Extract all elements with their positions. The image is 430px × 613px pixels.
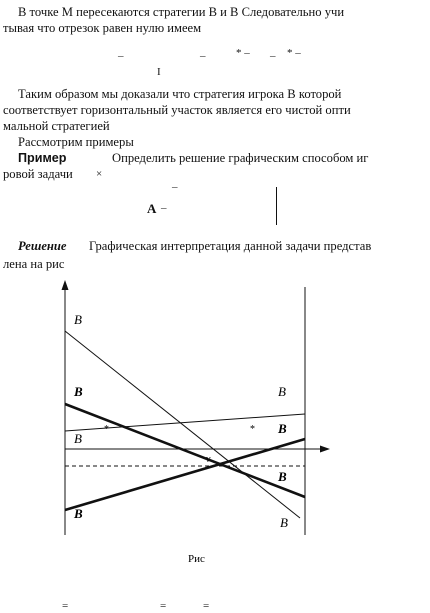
label-star-left: *	[104, 424, 109, 435]
matrix-label: А	[147, 201, 157, 216]
bottom-eq-1: =	[62, 600, 69, 612]
solution-label: Решение	[18, 239, 67, 253]
formula-fragment: I	[157, 66, 161, 78]
example-line1: Определить решение графическим способом иг	[112, 151, 369, 165]
bottom-eq-3: =	[203, 600, 210, 612]
formula-fragment: * –	[236, 47, 250, 59]
example-label: Пример	[18, 151, 67, 165]
label-b-left-bold: B	[74, 384, 83, 399]
bottom-eq-2: =	[160, 600, 167, 612]
y-axis-arrow	[62, 280, 69, 290]
formula-fragment: * –	[287, 47, 301, 59]
para2-line3: мальной стратегией	[3, 119, 110, 133]
label-b-right-bold: B	[278, 421, 287, 436]
formula-fragment: –	[118, 50, 124, 62]
label-v: v	[206, 454, 211, 465]
example-line2: ровой задачи	[3, 167, 73, 181]
para1-line2: тывая что отрезок равен нулю имеем	[3, 21, 202, 35]
label-b-right-bold-2: B	[278, 469, 287, 484]
x-axis-arrow	[320, 446, 330, 453]
strategy-line-thin-flat	[65, 414, 305, 431]
para2-line2: соответствует горизонтальный участок является его чистой опти	[3, 103, 351, 117]
para3-line1: Рассмотрим примеры	[18, 135, 134, 149]
label-b-left-bottom: B	[74, 506, 83, 521]
formula-fragment: –	[200, 50, 206, 62]
matrix-bar: –	[172, 181, 178, 193]
times-sign: ×	[96, 168, 103, 180]
label-b-right: B	[278, 384, 286, 399]
label-b-top: B	[74, 312, 82, 327]
label-star-right: *	[250, 424, 255, 435]
solution-line2: лена на рис	[3, 257, 65, 271]
matrix-eq: –	[161, 202, 167, 214]
label-b-left: B	[74, 431, 82, 446]
label-b-bottom-right: B	[280, 515, 288, 530]
para1-line1: В точке М пересекаются стратегии В и В Следовательно учи	[18, 5, 345, 19]
figure-caption: Рис	[188, 553, 205, 565]
para2-line1: Таким образом мы доказали что стратегия игрока В которой	[18, 87, 342, 101]
formula-fragment: –	[270, 50, 276, 62]
solution-line1: Графическая интерпретация данной задачи представ	[89, 239, 372, 253]
strategy-line-thin-top	[65, 331, 300, 518]
